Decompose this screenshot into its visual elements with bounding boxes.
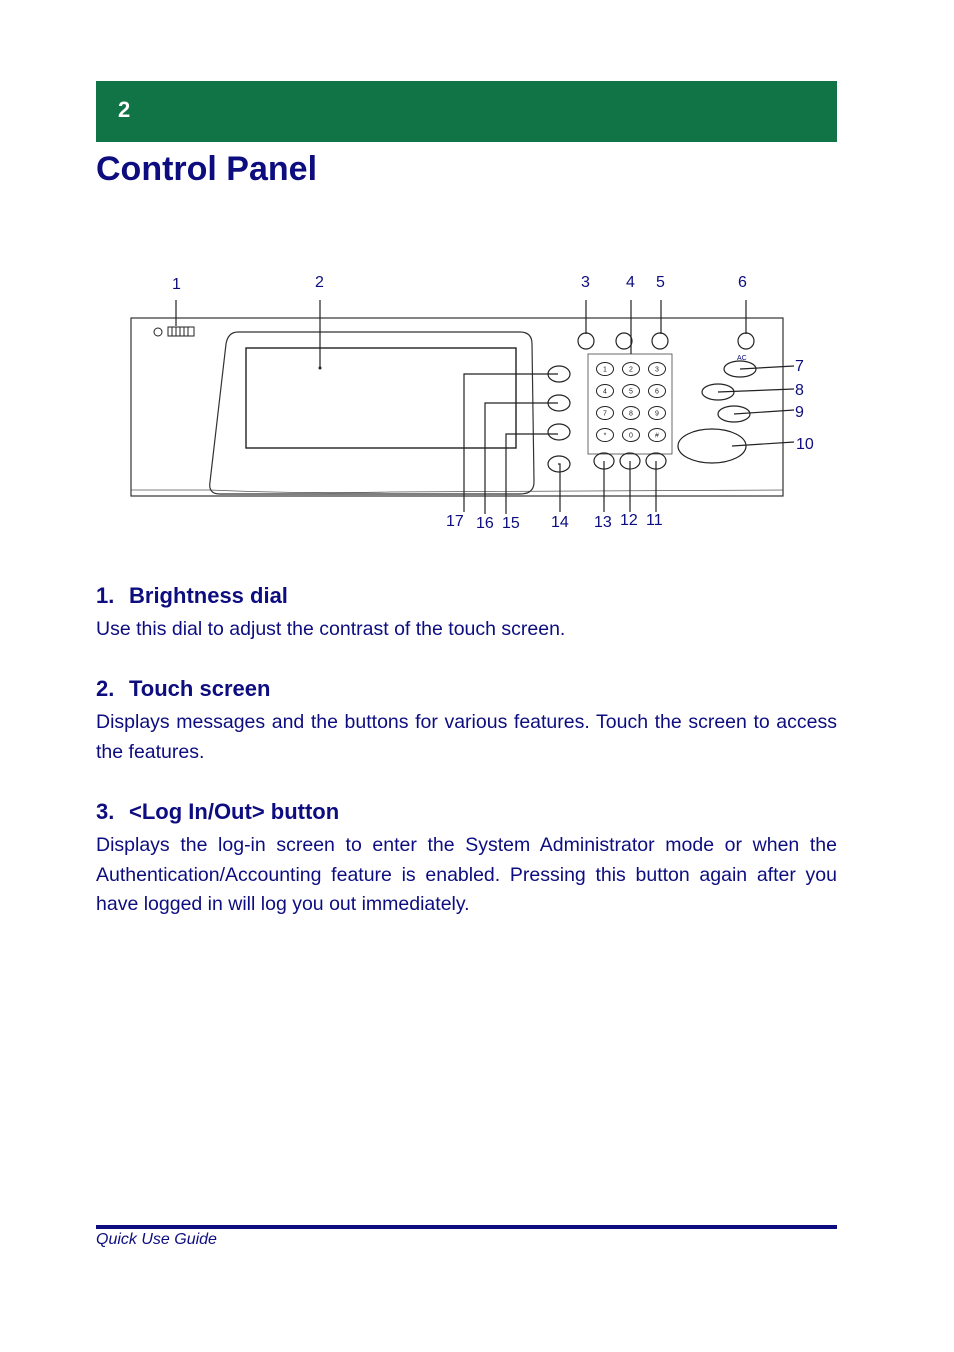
chapter-banner <box>96 81 837 142</box>
section-body: Use this dial to adjust the contrast of the touch screen. <box>96 618 566 640</box>
keypad-key-label: 9 <box>655 410 659 418</box>
keypad-key-label: 7 <box>603 410 607 418</box>
callout-9: 9 <box>795 404 804 421</box>
keypad-key-label: 6 <box>655 388 659 396</box>
section-number: 3. <box>96 799 115 824</box>
page-title: Control Panel <box>96 150 318 188</box>
keypad-key-label: # <box>655 432 659 440</box>
footer-text: Quick Use Guide <box>96 1231 217 1248</box>
control-panel-diagram <box>100 262 820 542</box>
keypad-key-label: 4 <box>603 388 607 396</box>
section-heading <box>96 676 837 702</box>
section-body: Displays the log-in screen to enter the System Administrator mode or when the Authentication/Accounting feature is enabled. Pressing this button again after you have logged in will log you out immediately. <box>96 834 837 915</box>
keypad-key-label: 5 <box>629 388 633 396</box>
callout-14: 14 <box>551 514 569 531</box>
callout-3: 3 <box>581 274 590 291</box>
callout-15: 15 <box>502 515 520 532</box>
section-number: 2. <box>96 676 115 701</box>
section-heading <box>96 583 837 609</box>
section-brightness-dial <box>96 583 837 645</box>
section-body: Displays messages and the buttons for various features. Touch the screen to access the features. <box>96 711 837 763</box>
right-buttons <box>678 355 756 463</box>
chapter-number: 2 <box>118 97 131 122</box>
callout-12: 12 <box>620 512 638 529</box>
brightness-dial-icon <box>154 327 194 336</box>
keypad-key-label: 8 <box>629 410 633 418</box>
top-buttons <box>578 333 754 349</box>
footer-rule <box>96 1225 837 1229</box>
callout-5: 5 <box>656 274 665 291</box>
callout-16: 16 <box>476 515 494 532</box>
callout-17: 17 <box>446 513 464 530</box>
callout-10: 10 <box>796 436 814 453</box>
section-touch-screen <box>96 676 837 767</box>
callout-7: 7 <box>795 358 804 375</box>
keypad-key-label: 3 <box>655 366 659 374</box>
callout-2: 2 <box>315 274 324 291</box>
callout-6: 6 <box>738 274 747 291</box>
section-heading <box>96 799 837 825</box>
keypad-key-label: 2 <box>629 366 633 374</box>
keypad-key-label: 0 <box>629 432 633 440</box>
section-title: Brightness dial <box>129 583 288 608</box>
section-number: 1. <box>96 583 115 608</box>
section-log-in-out <box>96 799 837 920</box>
callout-8: 8 <box>795 382 804 399</box>
numeric-keypad <box>588 354 672 454</box>
keypad-key-label: * <box>603 432 607 440</box>
callout-13: 13 <box>594 514 612 531</box>
mode-buttons <box>548 366 570 472</box>
callout-11: 11 <box>646 512 663 529</box>
section-title: <Log In/Out> button <box>129 799 340 824</box>
ac-label: AC <box>737 355 747 362</box>
callout-1: 1 <box>172 276 181 293</box>
callout-4: 4 <box>626 274 635 291</box>
section-title: Touch screen <box>129 676 271 701</box>
keypad-key-label: 1 <box>603 366 607 374</box>
screen-point-icon <box>319 367 322 370</box>
